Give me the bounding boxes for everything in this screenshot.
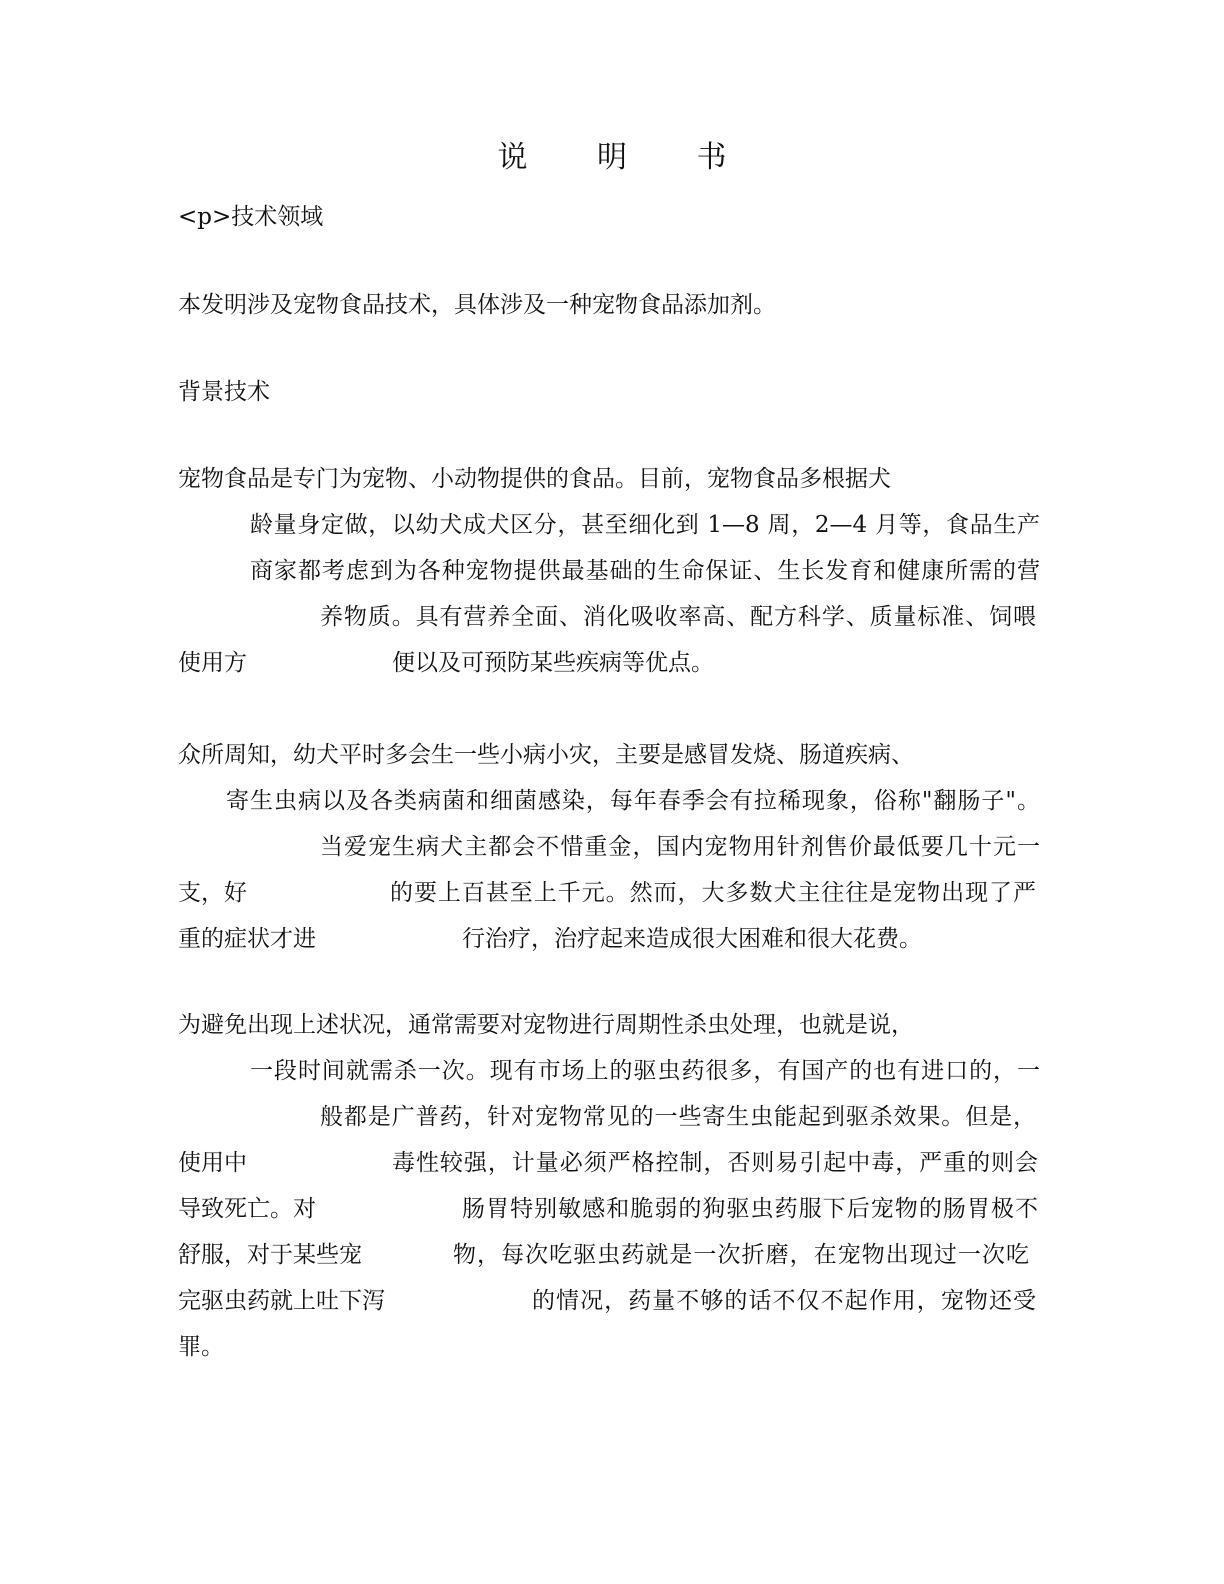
section-heading-technical-field: <p>技术领域 xyxy=(178,204,324,230)
paragraph-3-line-6-end: 物，每次吃驱虫药就是一次折磨，在宠物出现过一次吃 xyxy=(453,1242,1029,1268)
paragraph-3-line-1: 为避免出现上述状况，通常需要对宠物进行周期性杀虫处理，也就是说， xyxy=(178,1012,914,1038)
paragraph-2-line-3 xyxy=(320,832,1040,862)
paragraph-2-line-1: 众所周知，幼犬平时多会生一些小病小灾，主要是感冒发烧、肠道疾病、 xyxy=(178,742,914,768)
paragraph-3-line-5 xyxy=(178,1194,1038,1224)
paragraph-1-line-2 xyxy=(250,510,1040,540)
paragraph-3-line-4-end: 毒性较强，计量必须严格控制，否则易引起中毒，严重的则会 xyxy=(392,1150,1038,1176)
paragraph-2-line-4 xyxy=(178,878,1036,908)
paragraph-3-line-5-start: 导致死亡。对 xyxy=(178,1196,316,1222)
paragraph-1-line-4 xyxy=(320,602,1036,632)
paragraph-3-line-7 xyxy=(178,1286,1036,1316)
section-heading-background: 背景技术 xyxy=(178,379,270,405)
paragraph-2-line-2 xyxy=(226,786,1040,816)
paragraph-2-line-5-end: 行治疗，治疗起来造成很大困难和很大花费。 xyxy=(462,926,922,952)
paragraph-1-line-5-start: 使用方 xyxy=(178,650,247,676)
paragraph-field-description: 本发明涉及宠物食品技术，具体涉及一种宠物食品添加剂。 xyxy=(178,292,776,318)
paragraph-1-line-3-text: 商家都考虑到为各种宠物提供最基础的生命保证、生长发育和健康所需的营 xyxy=(250,558,1040,584)
paragraph-3-line-2-text: 一段时间就需杀一次。现有市场上的驱虫药很多，有国产的也有进口的，一 xyxy=(250,1058,1040,1084)
paragraph-2-line-4-start: 支，好 xyxy=(178,880,247,906)
paragraph-3-line-8: 罪。 xyxy=(178,1334,224,1360)
paragraph-3-line-6 xyxy=(178,1240,1029,1270)
paragraph-1-line-1: 宠物食品是专门为宠物、小动物提供的食品。目前，宠物食品多根据犬 xyxy=(178,466,891,492)
paragraph-3-line-3-text: 般都是广普药，针对宠物常见的一些寄生虫能起到驱杀效果。但是， xyxy=(320,1104,1036,1130)
paragraph-3-line-5-end: 肠胃特别敏感和脆弱的狗驱虫药服下后宠物的肠胃极不 xyxy=(462,1196,1038,1222)
paragraph-1-line-4-text: 养物质。具有营养全面、消化吸收率高、配方科学、质量标准、饲喂 xyxy=(320,604,1036,630)
paragraph-3-line-2 xyxy=(250,1056,1040,1086)
paragraph-3-line-7-end: 的情况，药量不够的话不仅不起作用，宠物还受 xyxy=(532,1288,1036,1314)
paragraph-2-line-3-text: 当爱宠生病犬主都会不惜重金，国内宠物用针剂售价最低要几十元一 xyxy=(320,834,1040,860)
paragraph-3-line-6-start: 舒服，对于某些宠 xyxy=(178,1242,362,1268)
paragraph-1-line-5 xyxy=(178,648,714,678)
paragraph-2-line-4-end: 的要上百甚至上千元。然而，大多数犬主往往是宠物出现了严 xyxy=(390,880,1036,906)
paragraph-1-line-5-end: 便以及可预防某些疾病等优点。 xyxy=(392,650,714,676)
paragraph-3-line-4-start: 使用中 xyxy=(178,1150,247,1176)
paragraph-2-line-5-start: 重的症状才进 xyxy=(178,926,316,952)
paragraph-1-line-3 xyxy=(250,556,1040,586)
paragraph-2-line-2-text: 寄生虫病以及各类病菌和细菌感染，每年春季会有拉稀现象，俗称"翻肠子"。 xyxy=(226,788,1040,814)
paragraph-3-line-7-start: 完驱虫药就上吐下泻 xyxy=(178,1288,385,1314)
paragraph-2-line-5 xyxy=(178,924,922,954)
paragraph-3-line-4 xyxy=(178,1148,1038,1178)
document-title: 说 明 书 xyxy=(497,140,757,175)
paragraph-1-line-2-text: 龄量身定做，以幼犬成犬区分，甚至细化到 1—8 周，2—4 月等，食品生产 xyxy=(250,512,1040,538)
paragraph-3-line-3 xyxy=(320,1102,1036,1132)
